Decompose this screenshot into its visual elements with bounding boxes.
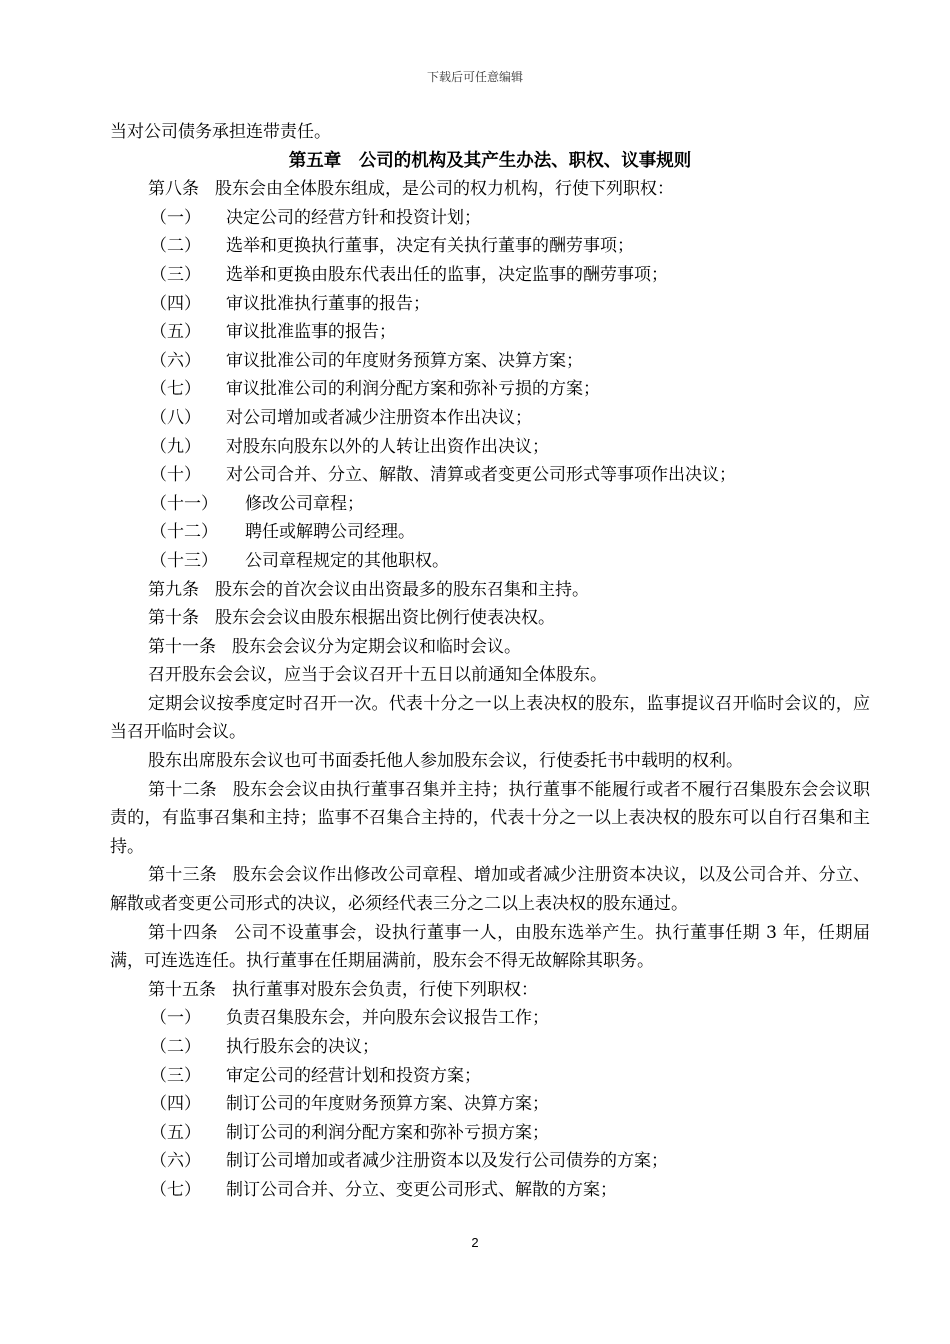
item-text: 审定公司的经营计划和投资方案； [226, 1065, 481, 1086]
article-text: 公司不设董事会，设执行董事一人，由股东选举产生。执行董事任期 3 年，任期届满，可连选连任。执行董事在任期届满前，股东会不得无故解除其职务。 [110, 922, 871, 972]
item-number: （四） [150, 1094, 201, 1115]
list-item [110, 261, 870, 290]
list-item [110, 490, 870, 519]
item-number: （十一） [150, 493, 218, 514]
document-body [110, 118, 870, 1205]
article-11 [110, 633, 870, 662]
item-number: （一） [150, 207, 201, 228]
article-label: 第十二条 [148, 779, 217, 800]
list-item [110, 347, 870, 376]
page-number: 2 [471, 1235, 479, 1250]
art8-list [110, 204, 870, 576]
list-item [110, 1119, 870, 1148]
article-8 [110, 175, 870, 204]
list-item [110, 1004, 870, 1033]
list-item [110, 375, 870, 404]
article-text: 股东会会议由股东根据出资比例行使表决权。 [215, 608, 555, 629]
item-number: （二） [150, 1037, 201, 1057]
paragraph-notice: 召开股东会会议，应当于会议召开十五日以前通知全体股东。 [148, 665, 607, 686]
article-label: 第十三条 [148, 865, 217, 886]
article-9 [110, 576, 870, 605]
item-number: （四） [150, 293, 201, 314]
item-number: （二） [150, 236, 201, 257]
article-14 [110, 919, 870, 976]
item-text: 对公司增加或者减少注册资本作出决议； [226, 407, 532, 428]
item-number: （七） [150, 379, 201, 400]
list-item [110, 461, 870, 490]
item-text: 审议批准公司的年度财务预算方案、决算方案； [226, 350, 583, 371]
article-text: 股东会会议由执行董事召集并主持；执行董事不能履行或者不履行召集股东会会议职责的，有监事召集和主持；监事不召集合主持的，代表十分之一以上表决权的股东可以自行召集和主持。 [110, 779, 871, 857]
item-number: （九） [150, 436, 201, 457]
item-number: （三） [150, 264, 201, 285]
list-item [110, 204, 870, 233]
item-text: 制订公司增加或者减少注册资本以及发行公司债券的方案； [226, 1151, 668, 1172]
item-number: （一） [150, 1008, 201, 1029]
item-number: （六） [150, 1151, 201, 1172]
list-item [110, 518, 870, 547]
item-text: 制订公司的利润分配方案和弥补亏损方案； [226, 1122, 549, 1143]
item-text: 审议批准监事的报告； [226, 322, 396, 343]
article-label: 第十四条 [148, 922, 219, 943]
item-text: 聘任或解聘公司经理。 [245, 522, 415, 543]
list-item [110, 1090, 870, 1119]
article-13 [110, 861, 870, 918]
list-item [110, 1147, 870, 1176]
item-text: 制订公司的年度财务预算方案、决算方案； [226, 1094, 549, 1115]
item-number: （三） [150, 1065, 201, 1086]
article-label: 第十一条 [148, 636, 216, 657]
item-text: 对股东向股东以外的人转让出资作出决议； [226, 436, 549, 457]
list-item [110, 290, 870, 319]
opening-line: 当对公司债务承担连带责任。 [110, 122, 331, 142]
item-text: 公司章程规定的其他职权。 [245, 550, 449, 571]
chapter-title: 第五章 公司的机构及其产生办法、职权、议事规则 [288, 150, 692, 171]
article-label: 第八条 [148, 179, 199, 200]
item-number: （五） [150, 322, 201, 343]
list-item [110, 1033, 870, 1062]
paragraph-regular-meeting: 定期会议按季度定时召开一次。代表十分之一以上表决权的股东，监事提议召开临时会议的，应当召开临时会议。 [110, 693, 870, 743]
item-text: 制订公司合并、分立、变更公司形式、解散的方案； [226, 1179, 617, 1200]
list-item [110, 232, 870, 261]
article-text: 执行董事对股东会负责，行使下列职权： [232, 979, 538, 1000]
list-item [110, 433, 870, 462]
item-text: 决定公司的经营方针和投资计划； [226, 207, 481, 228]
item-text: 负责召集股东会，并向股东会议报告工作； [226, 1008, 549, 1029]
list-item [110, 1062, 870, 1091]
item-text: 选举和更换执行董事，决定有关执行董事的酬劳事项； [226, 236, 634, 257]
item-text: 审议批准公司的利润分配方案和弥补亏损的方案； [226, 379, 600, 400]
item-number: （十三） [150, 550, 218, 571]
article-15 [110, 976, 870, 1005]
item-text: 审议批准执行董事的报告； [226, 293, 430, 314]
item-text: 执行股东会的决议； [226, 1037, 379, 1057]
article-text: 股东会由全体股东组成，是公司的权力机构，行使下列职权： [215, 179, 674, 200]
item-text: 修改公司章程； [245, 493, 364, 514]
list-item [110, 404, 870, 433]
item-text: 选举和更换由股东代表出任的监事，决定监事的酬劳事项； [226, 264, 668, 285]
item-number: （七） [150, 1179, 201, 1200]
list-item [110, 1176, 870, 1205]
list-item [110, 547, 870, 576]
item-number: （十） [150, 465, 201, 486]
item-number: （八） [150, 407, 201, 428]
page-header: 下载后可任意编辑 [426, 70, 523, 84]
article-label: 第九条 [148, 579, 199, 600]
art15-list [110, 1004, 870, 1204]
item-text: 对公司合并、分立、解散、清算或者变更公司形式等事项作出决议； [226, 465, 736, 486]
item-number: （五） [150, 1122, 201, 1143]
paragraph-proxy: 股东出席股东会议也可书面委托他人参加股东会议，行使委托书中载明的权利。 [148, 751, 743, 772]
item-number: （六） [150, 350, 201, 371]
article-text: 股东会会议作出修改公司章程、增加或者减少注册资本决议，以及公司合并、分立、解散或者变更公司形式的决议，必须经代表三分之二以上表决权的股东通过。 [110, 865, 871, 915]
article-label: 第十五条 [148, 979, 216, 1000]
article-10 [110, 604, 870, 633]
article-label: 第十条 [148, 608, 199, 629]
article-text: 股东会的首次会议由出资最多的股东召集和主持。 [215, 579, 589, 600]
item-number: （十二） [150, 522, 218, 543]
article-text: 股东会会议分为定期会议和临时会议。 [232, 636, 521, 657]
article-12 [110, 776, 870, 862]
list-item [110, 318, 870, 347]
